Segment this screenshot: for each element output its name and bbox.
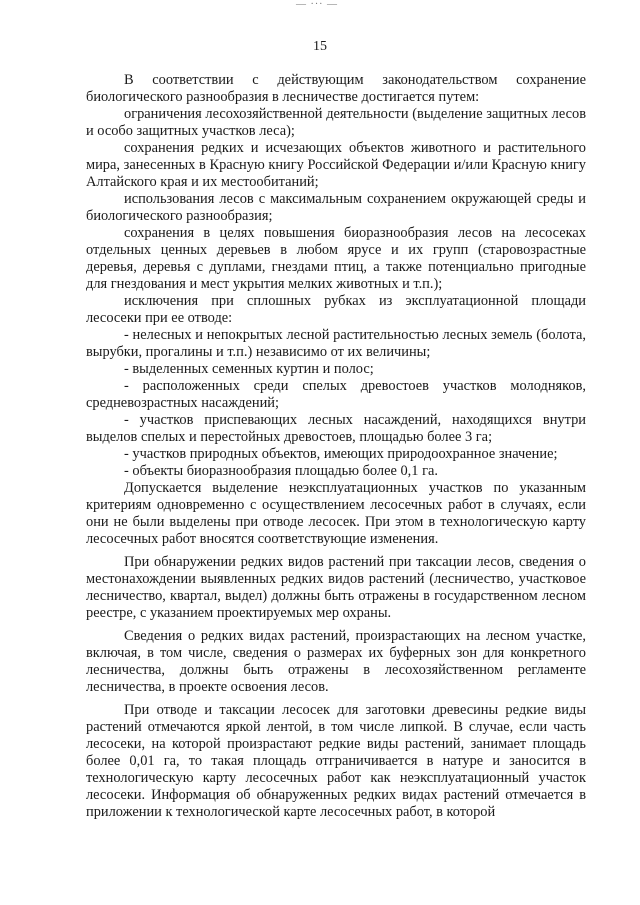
- paragraph-cutting-area-marking: При отводе и таксации лесосек для заготовки древесины редкие виды растений отмечаются яркой лентой, в том числе липкой. В случае, если часть лесосеки, на которой произрастают редкие виды растений, занимает площадь более 0,01 га, то такая площадь отграничивается в натуре и заносится в технологическую карту лесосечных работ как неэксплуатационный участок лесосеки. Информация об обнаруженных редких видах растений отмечается в приложении к технологической карте лесосечных работ, в которой: [86, 702, 586, 820]
- paragraph-rare-plants-info: Сведения о редких видах растений, произрастающих на лесном участке, включая, в том числе, сведения о размерах их буферных зон для конкретного лесничества, должны быть отражены в лесохозяйственном регламенте лесничества, в проекте освоения лесов.: [86, 628, 586, 695]
- paragraph-restriction: ограничения лесохозяйственной деятельности (выделение защитных лесов и особо защитных участков леса);: [86, 106, 586, 139]
- paragraph-rare-species: сохранения редких и исчезающих объектов животного и растительного мира, занесенных в Красную книгу Российской Федерации и/или Красную книгу Алтайского края и их местообитаний;: [86, 140, 586, 190]
- list-item-seed-patches: - выделенных семенных куртин и полос;: [124, 361, 374, 377]
- paragraph-forest-use: использования лесов с максимальным сохранением окружающей среды и биологического разнообразия;: [86, 191, 586, 224]
- paragraph-exclusion: исключения при сплошных рубках из эксплуатационной площади лесосеки при ее отводе:: [86, 293, 586, 326]
- paragraph-rare-plants-discovery: При обнаружении редких видов растений при таксации лесов, сведения о местонахождении выявленных редких видов растений (лесничество, участковое лесничество, квартал, выдел) должны быть отражены в государственном лесном реестре, с указанием проектируемых мер охраны.: [86, 554, 586, 621]
- paragraph-intro: В соответствии с действующим законодательством сохранение биологического разнообразия в лесничестве достигается путем:: [86, 72, 586, 105]
- page-number: 15: [313, 39, 327, 54]
- list-item-young-stands: - расположенных среди спелых древостоев участков молодняков, средневозрастных насаждений;: [86, 378, 586, 411]
- list-item-natural-sites: - участков природных объектов, имеющих природоохранное значение;: [124, 446, 558, 462]
- paragraph-valuable-trees: сохранения в целях повышения биоразнообразия лесов на лесосеках отдельных ценных деревьев в любом ярусе и их групп (старовозрастные деревья, деревья с дуплами, гнездами птиц, а также потенциально пригодные для гнездования и мест укрытия мелких животных и т.п.);: [86, 225, 586, 292]
- list-item-non-forest-lands: - нелесных и непокрытых лесной растительностью лесных земель (болота, вырубки, прогалины и т.п.) независимо от их величины;: [86, 327, 586, 360]
- paragraph-allowed-allocation: Допускается выделение неэксплуатационных участков по указанным критериям одновременно с осуществлением лесосечных работ в случаях, если они не были выделены при отводе лесосек. При этом в технологическую карту лесосечных работ вносятся соответствующие изменения.: [86, 480, 586, 547]
- list-item-maturing-stands: - участков приспевающих лесных насаждений, находящихся внутри выделов спелых и перестойных древостоев, площадью более 3 га;: [86, 412, 586, 445]
- document-body: [86, 72, 586, 821]
- top-text-fragment: — ··· —: [296, 0, 338, 10]
- list-item-biodiversity-objects: - объекты биоразнообразия площадью более 0,1 га.: [124, 463, 438, 479]
